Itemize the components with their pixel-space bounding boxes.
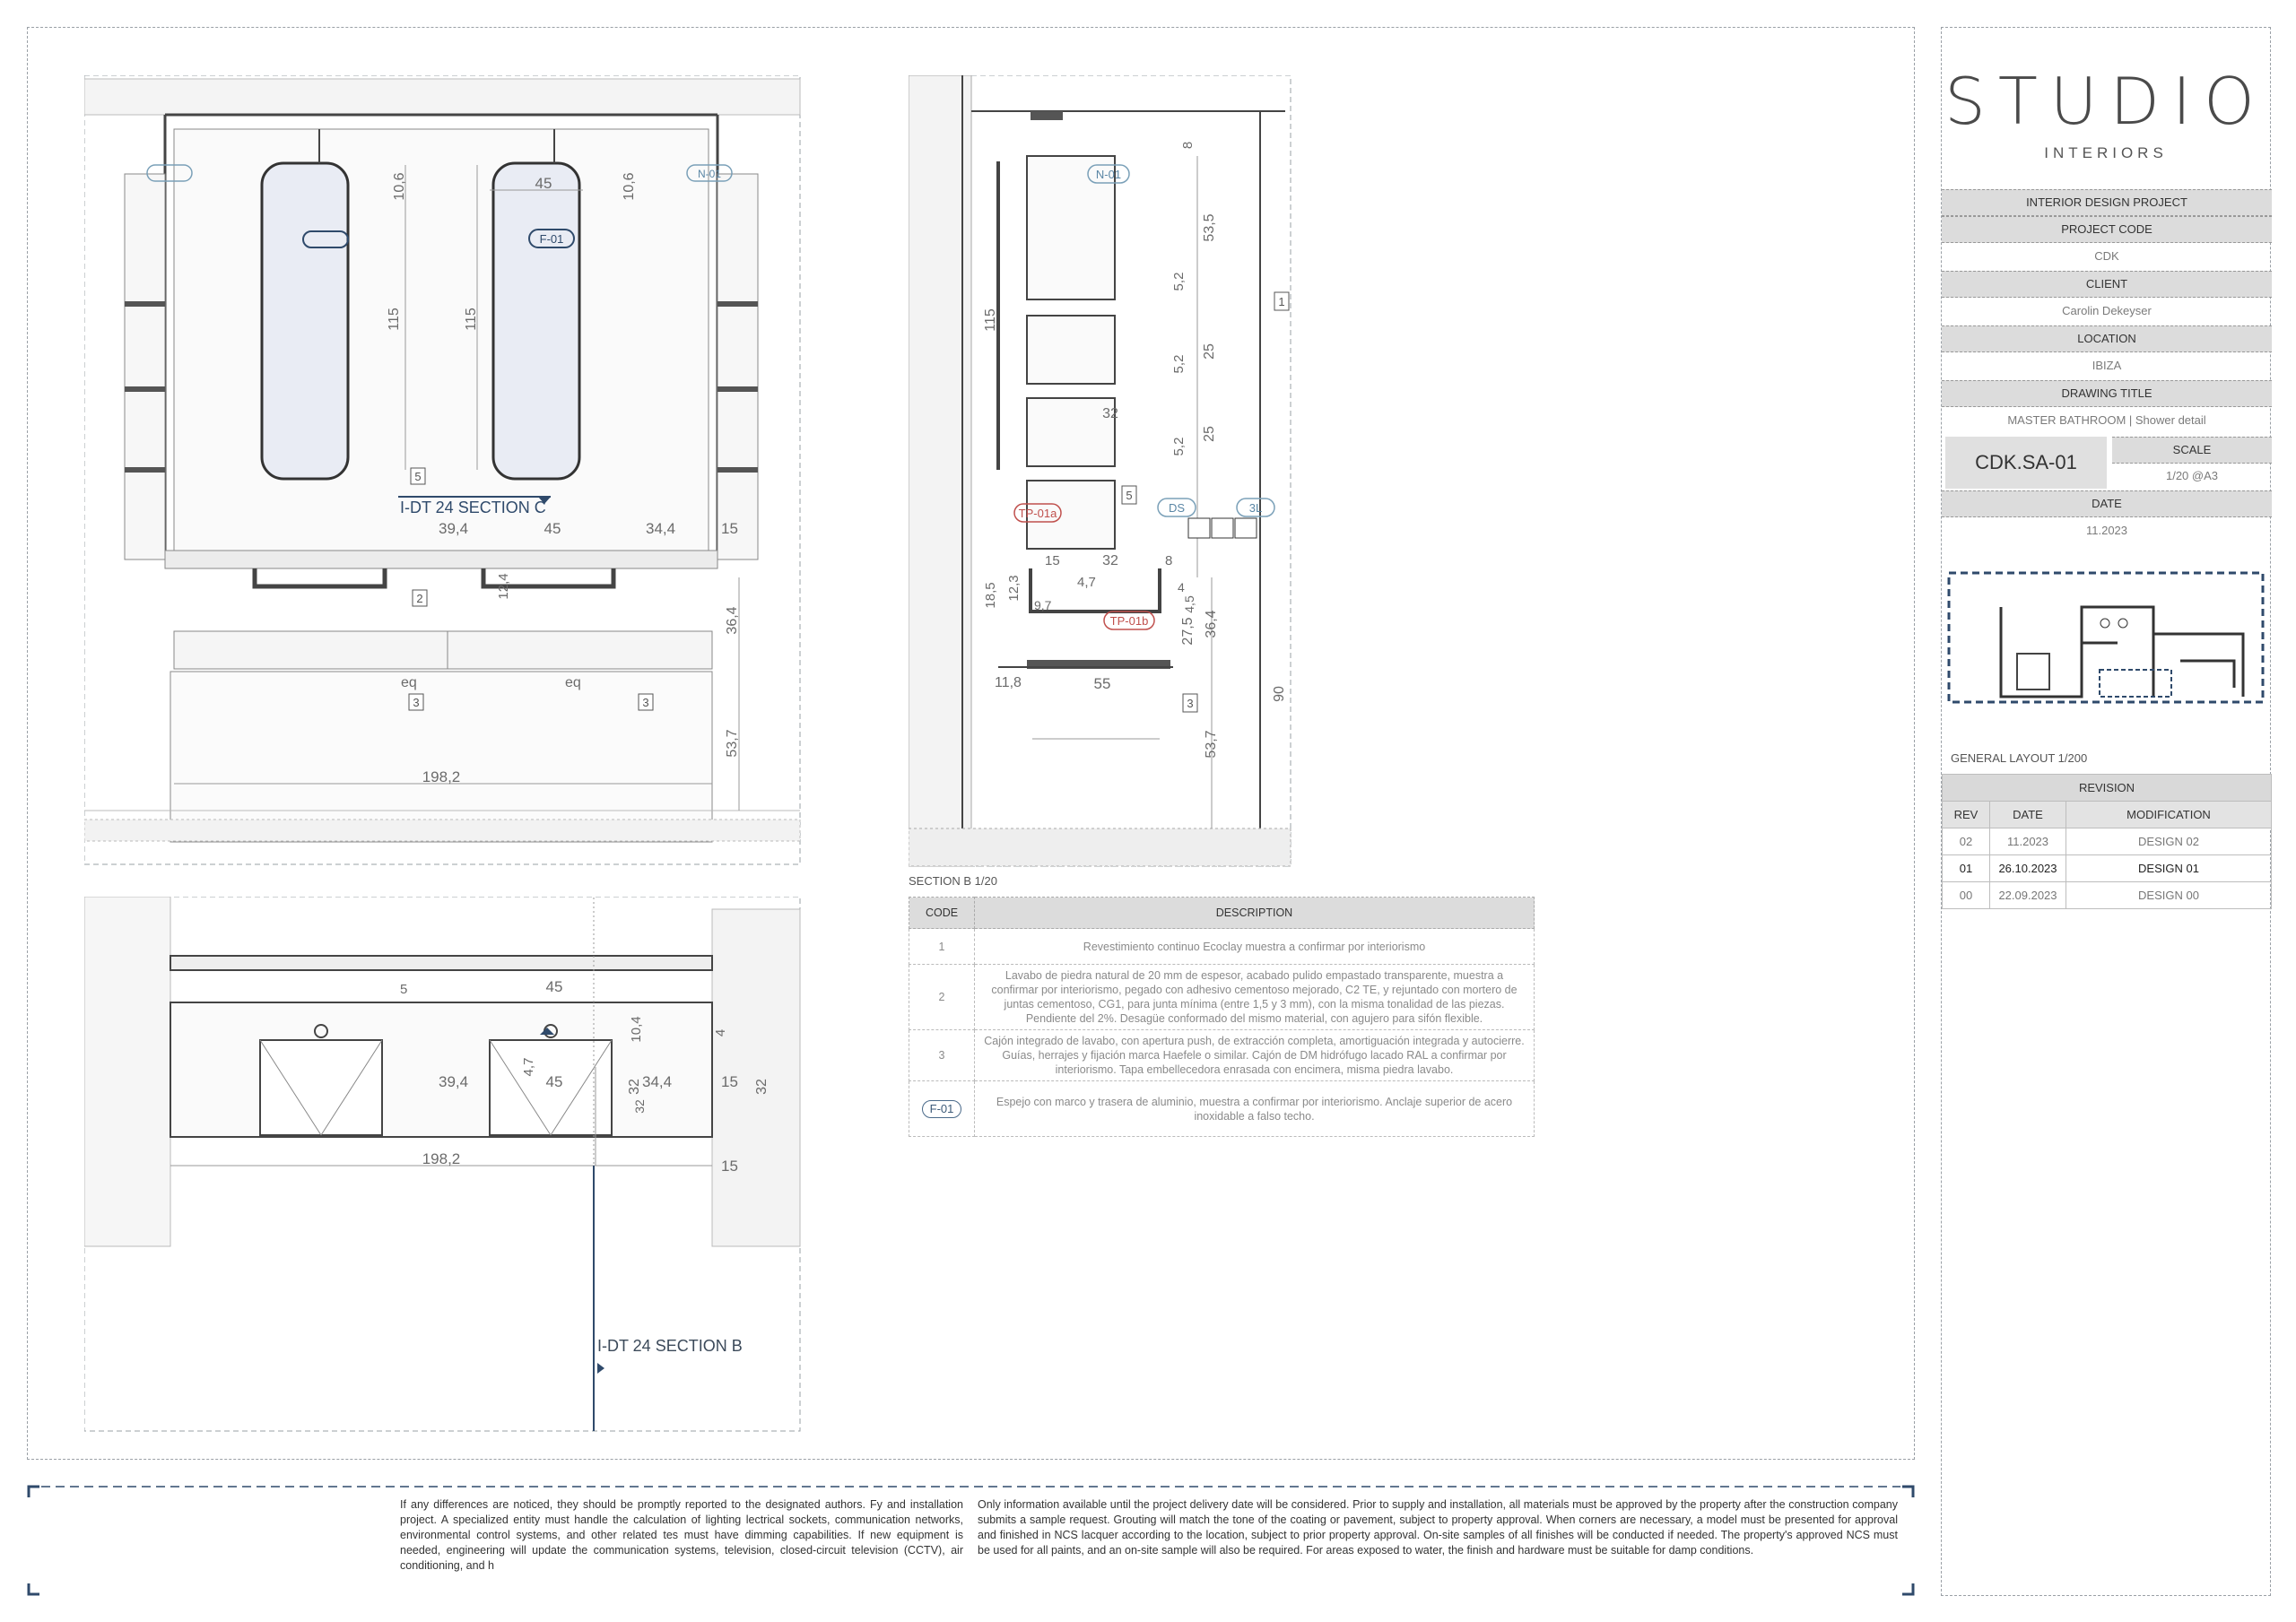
- legend-header-description: DESCRIPTION: [975, 898, 1535, 929]
- section-b-caption: SECTION B 1/20: [909, 874, 997, 888]
- sb-dim-gap2: 5,2: [1171, 354, 1187, 374]
- revision-modification: DESIGN 00: [2066, 882, 2272, 909]
- legend-row: [909, 965, 1535, 1030]
- plan-dim-bottom-margin: 15: [721, 1158, 738, 1175]
- revision-rev: 02: [1943, 828, 1990, 855]
- dim-cabinet-height: 53,7: [725, 729, 740, 758]
- general-layout-plan: [1947, 571, 2266, 706]
- dim-basin-height: 36,4: [725, 606, 740, 635]
- sb-dim-width-cell: 32: [1102, 406, 1118, 421]
- revision-rev: 00: [1943, 882, 1990, 909]
- legend-code-pill: F-01: [922, 1100, 962, 1118]
- drawing-title-value: MASTER BATHROOM | Shower detail: [2007, 413, 2206, 427]
- legend-row: [909, 1081, 1535, 1137]
- revision-date: 22.09.2023: [1990, 882, 2066, 909]
- callout-2: 2: [416, 592, 423, 605]
- dim-right-side: 34,4: [646, 520, 676, 537]
- sb-dim-small-15: 15: [1045, 553, 1060, 568]
- legend-description: Lavabo de piedra natural de 20 mm de espesor, acabado pulido empastado transparente, muestra a confirmar por interiorismo, pegado con adhesivo cementoso mejorado, C2 TE, y rejuntado con mortero de juntas cementoso, CG1, para junta mínima (entre 1,5 y 3 mm), con la misma tonalidad de las piezas. Pendiente del 2%. Desagüe conformado del mismo material, con agujero para sifón flexible.: [975, 965, 1535, 1030]
- sb-dim-left-wall: 11,8: [995, 675, 1022, 690]
- sb-tag-ds: DS: [1168, 501, 1186, 515]
- section-c-label: I-DT 24 SECTION C: [400, 499, 546, 516]
- sb-callout-1: 1: [1278, 295, 1285, 308]
- plan-dim-center: 45: [545, 1073, 563, 1090]
- plan-dim-small-b: 4,7: [521, 1057, 536, 1077]
- plan-dim-small-a: 10,4: [629, 1016, 644, 1043]
- sb-dim-small-123: 12,3: [1006, 575, 1022, 602]
- notes-left: If any differences are noticed, they should be promptly reported to the designated authors. Fy and installation project. A specialized entity must handle the calculation of lighting lectrical sockets, communication networks, environmental control systems, and other related tes must have dimming capabilities. If new equipment is needed, engineering will update the communication systems, television, closed-circuit television (CCTV), air conditioning, and h: [400, 1498, 963, 1572]
- revision-table: [1942, 774, 2272, 909]
- legend-code: 2: [909, 965, 975, 1030]
- revision-date: 26.10.2023: [1990, 855, 2066, 882]
- legend-code: [909, 1081, 975, 1137]
- sb-dim-cell3: 25: [1202, 426, 1217, 442]
- sb-dim-top: 8: [1180, 141, 1196, 150]
- callout-3b: 3: [642, 696, 649, 709]
- dim-total-width: 198,2: [422, 768, 461, 785]
- revision-label: REVISION: [1943, 775, 2272, 802]
- sb-dim-gap3: 5,2: [1171, 437, 1187, 456]
- callout-5: 5: [414, 470, 422, 483]
- plan-dim-width-top: 45: [545, 978, 563, 995]
- plan-dim-small-c: 4: [713, 1028, 728, 1037]
- sb-dim-bottom: 32: [1102, 553, 1118, 568]
- legend-table: [909, 897, 1535, 1137]
- sb-tag-niche: N-01: [1095, 168, 1122, 181]
- dim-left-side: 39,4: [439, 520, 469, 537]
- dim-eq-left: eq: [401, 675, 417, 690]
- section-b-view: [909, 75, 1292, 882]
- logo-subtitle: INTERIORS: [2044, 144, 2168, 161]
- revision-header-date: DATE: [1990, 802, 2066, 828]
- tag-mirror-right: F-01: [539, 232, 564, 246]
- client-label: CLIENT: [1942, 271, 2272, 298]
- revision-modification: DESIGN 02: [2066, 828, 2272, 855]
- elevation-view: [84, 75, 802, 873]
- revision-date: 11.2023: [1990, 828, 2066, 855]
- mirror-right: [493, 163, 579, 479]
- location-label: LOCATION: [1942, 325, 2272, 352]
- plan-dim-left-side: 39,4: [439, 1073, 469, 1090]
- sb-dim-small-97: 9,7: [1034, 598, 1052, 612]
- notes-strip: [27, 1485, 1915, 1596]
- general-layout-caption: GENERAL LAYOUT 1/200: [1951, 751, 2088, 765]
- dim-eq-right: eq: [565, 675, 581, 690]
- dim-right-margin: 15: [721, 520, 738, 537]
- dim-mirror-height: 115: [464, 308, 479, 331]
- sb-dim-total-h: 90: [1272, 686, 1287, 702]
- tag-niche-right: N-01: [697, 168, 722, 180]
- sb-dim-depth: 55: [1093, 675, 1111, 692]
- scale-value: 1/20 @A3: [2165, 469, 2218, 482]
- legend-description: Revestimiento continuo Ecoclay muestra a confirmar por interiorismo: [975, 929, 1535, 965]
- sheet-code: CDK.SA-01: [1945, 437, 2107, 489]
- logo-word: STUDIO: [1944, 64, 2267, 139]
- sb-dim-basin-h: 36,4: [1204, 610, 1219, 638]
- revision-modification: DESIGN 01: [2066, 855, 2272, 882]
- title-block: [1941, 27, 2271, 1596]
- client-value: Carolin Dekeyser: [2062, 304, 2152, 317]
- plan-dim-small-d: 5: [400, 982, 408, 997]
- sb-tag-tp-b: TP-01b: [1109, 614, 1149, 628]
- project-code: CDK: [2094, 249, 2119, 263]
- sb-dim-basin-d: 27,5: [1180, 617, 1196, 646]
- drawing-title-label: DRAWING TITLE: [1942, 380, 2272, 407]
- plan-dim-small-e: 32: [632, 1099, 647, 1114]
- legend-header-code: CODE: [909, 898, 975, 929]
- legend-code: 3: [909, 1030, 975, 1081]
- scale-label: SCALE: [2112, 437, 2272, 464]
- section-b-label: I-DT 24 SECTION B: [597, 1337, 743, 1355]
- sb-dim-gap1: 5,2: [1171, 272, 1187, 291]
- revision-row: [1943, 855, 2272, 882]
- legend-code: 1: [909, 929, 975, 965]
- legend-row: [909, 1030, 1535, 1081]
- revision-header-modification: MODIFICATION: [2066, 802, 2272, 828]
- dim-mirror-width: 45: [535, 175, 552, 192]
- mirror-left: [262, 163, 348, 479]
- studio-logo: [1942, 64, 2270, 162]
- dim-small-a: 12,4: [496, 573, 511, 600]
- date-value: 11.2023: [2085, 524, 2128, 537]
- legend-description: Espejo con marco y trasera de aluminio, muestra a confirmar por interiorismo. Anclaje superior de acero inoxidable a falso techo.: [975, 1081, 1535, 1137]
- plan-dim-total-width: 198,2: [422, 1150, 461, 1167]
- sb-callout-5: 5: [1126, 489, 1133, 502]
- sb-dim-cell1: 53,5: [1202, 213, 1217, 242]
- project-code-label: PROJECT CODE: [1942, 216, 2272, 243]
- callout-3a: 3: [413, 696, 420, 709]
- sb-dim-small-47: 4,7: [1077, 575, 1096, 590]
- sb-dim-right-8: 8: [1165, 553, 1173, 568]
- legend-description: Cajón integrado de lavabo, con apertura push, de extracción completa, amortiguación integrada y autocierre. Guías, herrajes y fijación marca Haefele o similar. Cajón de DM hidrófugo lacado RAL a confirmar por interiorismo. Tapa embellecedora enrasada con encimera, misma piedra lavabo.: [975, 1030, 1535, 1081]
- sb-tag-3l: 3L: [1248, 501, 1263, 515]
- dim-mirror-height-left: 115: [387, 308, 402, 331]
- plan-dim-right-margin: 15: [721, 1073, 738, 1090]
- date-label: DATE: [1942, 490, 2272, 517]
- sb-dim-small-45: 4,5: [1182, 595, 1196, 613]
- location-value: IBIZA: [2092, 359, 2122, 372]
- sb-dim-mirror-h: 115: [983, 308, 998, 332]
- project-type: INTERIOR DESIGN PROJECT: [1942, 189, 2272, 216]
- revision-rev: 01: [1943, 855, 1990, 882]
- plan-dim-depth: 32: [627, 1079, 642, 1095]
- legend-row: [909, 929, 1535, 965]
- dim-center: 45: [544, 520, 561, 537]
- revision-header-rev: REV: [1943, 802, 1990, 828]
- sb-dim-small-185: 18,5: [983, 582, 998, 609]
- sb-callout-3: 3: [1187, 697, 1194, 710]
- sb-dim-small-4: 4: [1178, 580, 1185, 594]
- sb-dim-floor-h: 53,7: [1204, 730, 1219, 759]
- dim-mirror-top-left: 10,6: [392, 172, 407, 201]
- plan-dim-depth-right: 32: [754, 1079, 770, 1095]
- revision-row: [1943, 828, 2272, 855]
- notes-right: Only information available until the project delivery date will be considered. Prior to supply and installation, all materials must be approved by the property after the construction company submits a sample request. Grouting will match the tone of the coating or pavement, subject to property approval. When corners are necessary, a model must be presented for approval and finished in NCS lacquer according to the location, subject to prior property approval. On-site samples of all finishes will be conducted if needed. The property's approved NCS must be used for all paints, and an on-site sample will also be required. For areas exposed to water, the finish and hardware must be suitable for damp conditions.: [978, 1498, 1898, 1557]
- sb-dim-cell2: 25: [1202, 343, 1217, 360]
- revision-row: [1943, 882, 2272, 909]
- dim-mirror-top: 10,6: [622, 172, 637, 201]
- sb-tag-tp-a: TP-01a: [1018, 507, 1057, 520]
- plan-dim-right-side: 34,4: [642, 1073, 673, 1090]
